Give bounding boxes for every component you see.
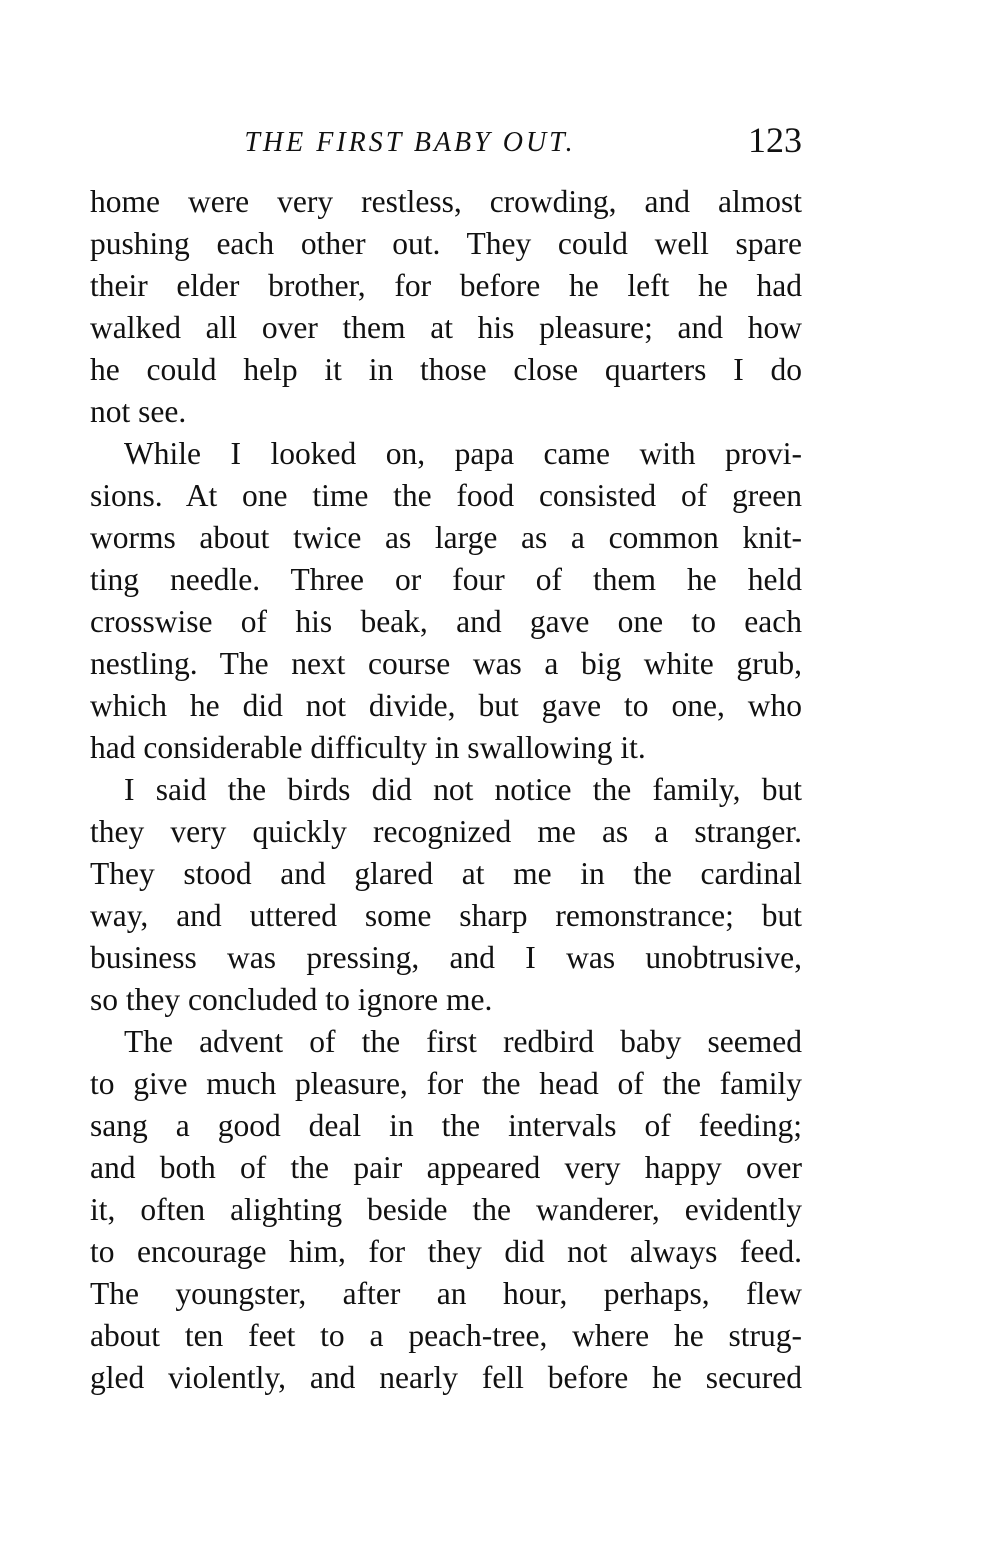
text-line: they very quickly recognized me as a stranger. xyxy=(90,814,802,849)
text-line: about ten feet to a peach-tree, where he strug- xyxy=(90,1318,802,1353)
text-line: They stood and glared at me in the cardinal xyxy=(90,856,802,891)
text-line: worms about twice as large as a common knit- xyxy=(90,520,802,555)
text-line: I said the birds did not notice the family, but xyxy=(124,772,802,807)
body-text xyxy=(90,181,802,1399)
text-line: business was pressing, and I was unobtrusive, xyxy=(90,940,802,975)
text-line: walked all over them at his pleasure; and how xyxy=(90,310,802,345)
running-title: THE FIRST BABY OUT. xyxy=(244,127,576,158)
text-line: so they concluded to ignore me. xyxy=(90,982,493,1017)
text-line: it, often alighting beside the wanderer, evidently xyxy=(90,1192,802,1227)
text-line: While I looked on, papa came with provi- xyxy=(124,436,802,471)
text-line: The advent of the first redbird baby seemed xyxy=(124,1024,802,1059)
page-number: 123 xyxy=(748,120,802,160)
text-line: pushing each other out. They could well spare xyxy=(90,226,802,261)
text-line: their elder brother, for before he left he had xyxy=(90,268,802,303)
text-line: which he did not divide, but gave to one, who xyxy=(90,688,802,723)
running-head xyxy=(90,118,802,168)
text-line: sang a good deal in the intervals of feeding; xyxy=(90,1108,802,1143)
text-line: nestling. The next course was a big white grub, xyxy=(90,646,802,681)
text-line: The youngster, after an hour, perhaps, flew xyxy=(90,1276,802,1311)
text-line: crosswise of his beak, and gave one to each xyxy=(90,604,802,639)
text-line: sions. At one time the food consisted of green xyxy=(90,478,802,513)
text-line: way, and uttered some sharp remonstrance; but xyxy=(90,898,802,933)
text-line: to encourage him, for they did not always feed. xyxy=(90,1234,802,1269)
text-line: had considerable difficulty in swallowing it. xyxy=(90,730,646,765)
text-line: and both of the pair appeared very happy over xyxy=(90,1150,802,1185)
text-line: not see. xyxy=(90,394,187,429)
text-line: he could help it in those close quarters I do xyxy=(90,352,802,387)
text-line: ting needle. Three or four of them he held xyxy=(90,562,802,597)
text-line: to give much pleasure, for the head of the family xyxy=(90,1066,802,1101)
text-line: home were very restless, crowding, and almost xyxy=(90,184,802,219)
text-line: gled violently, and nearly fell before he secured xyxy=(90,1360,802,1395)
